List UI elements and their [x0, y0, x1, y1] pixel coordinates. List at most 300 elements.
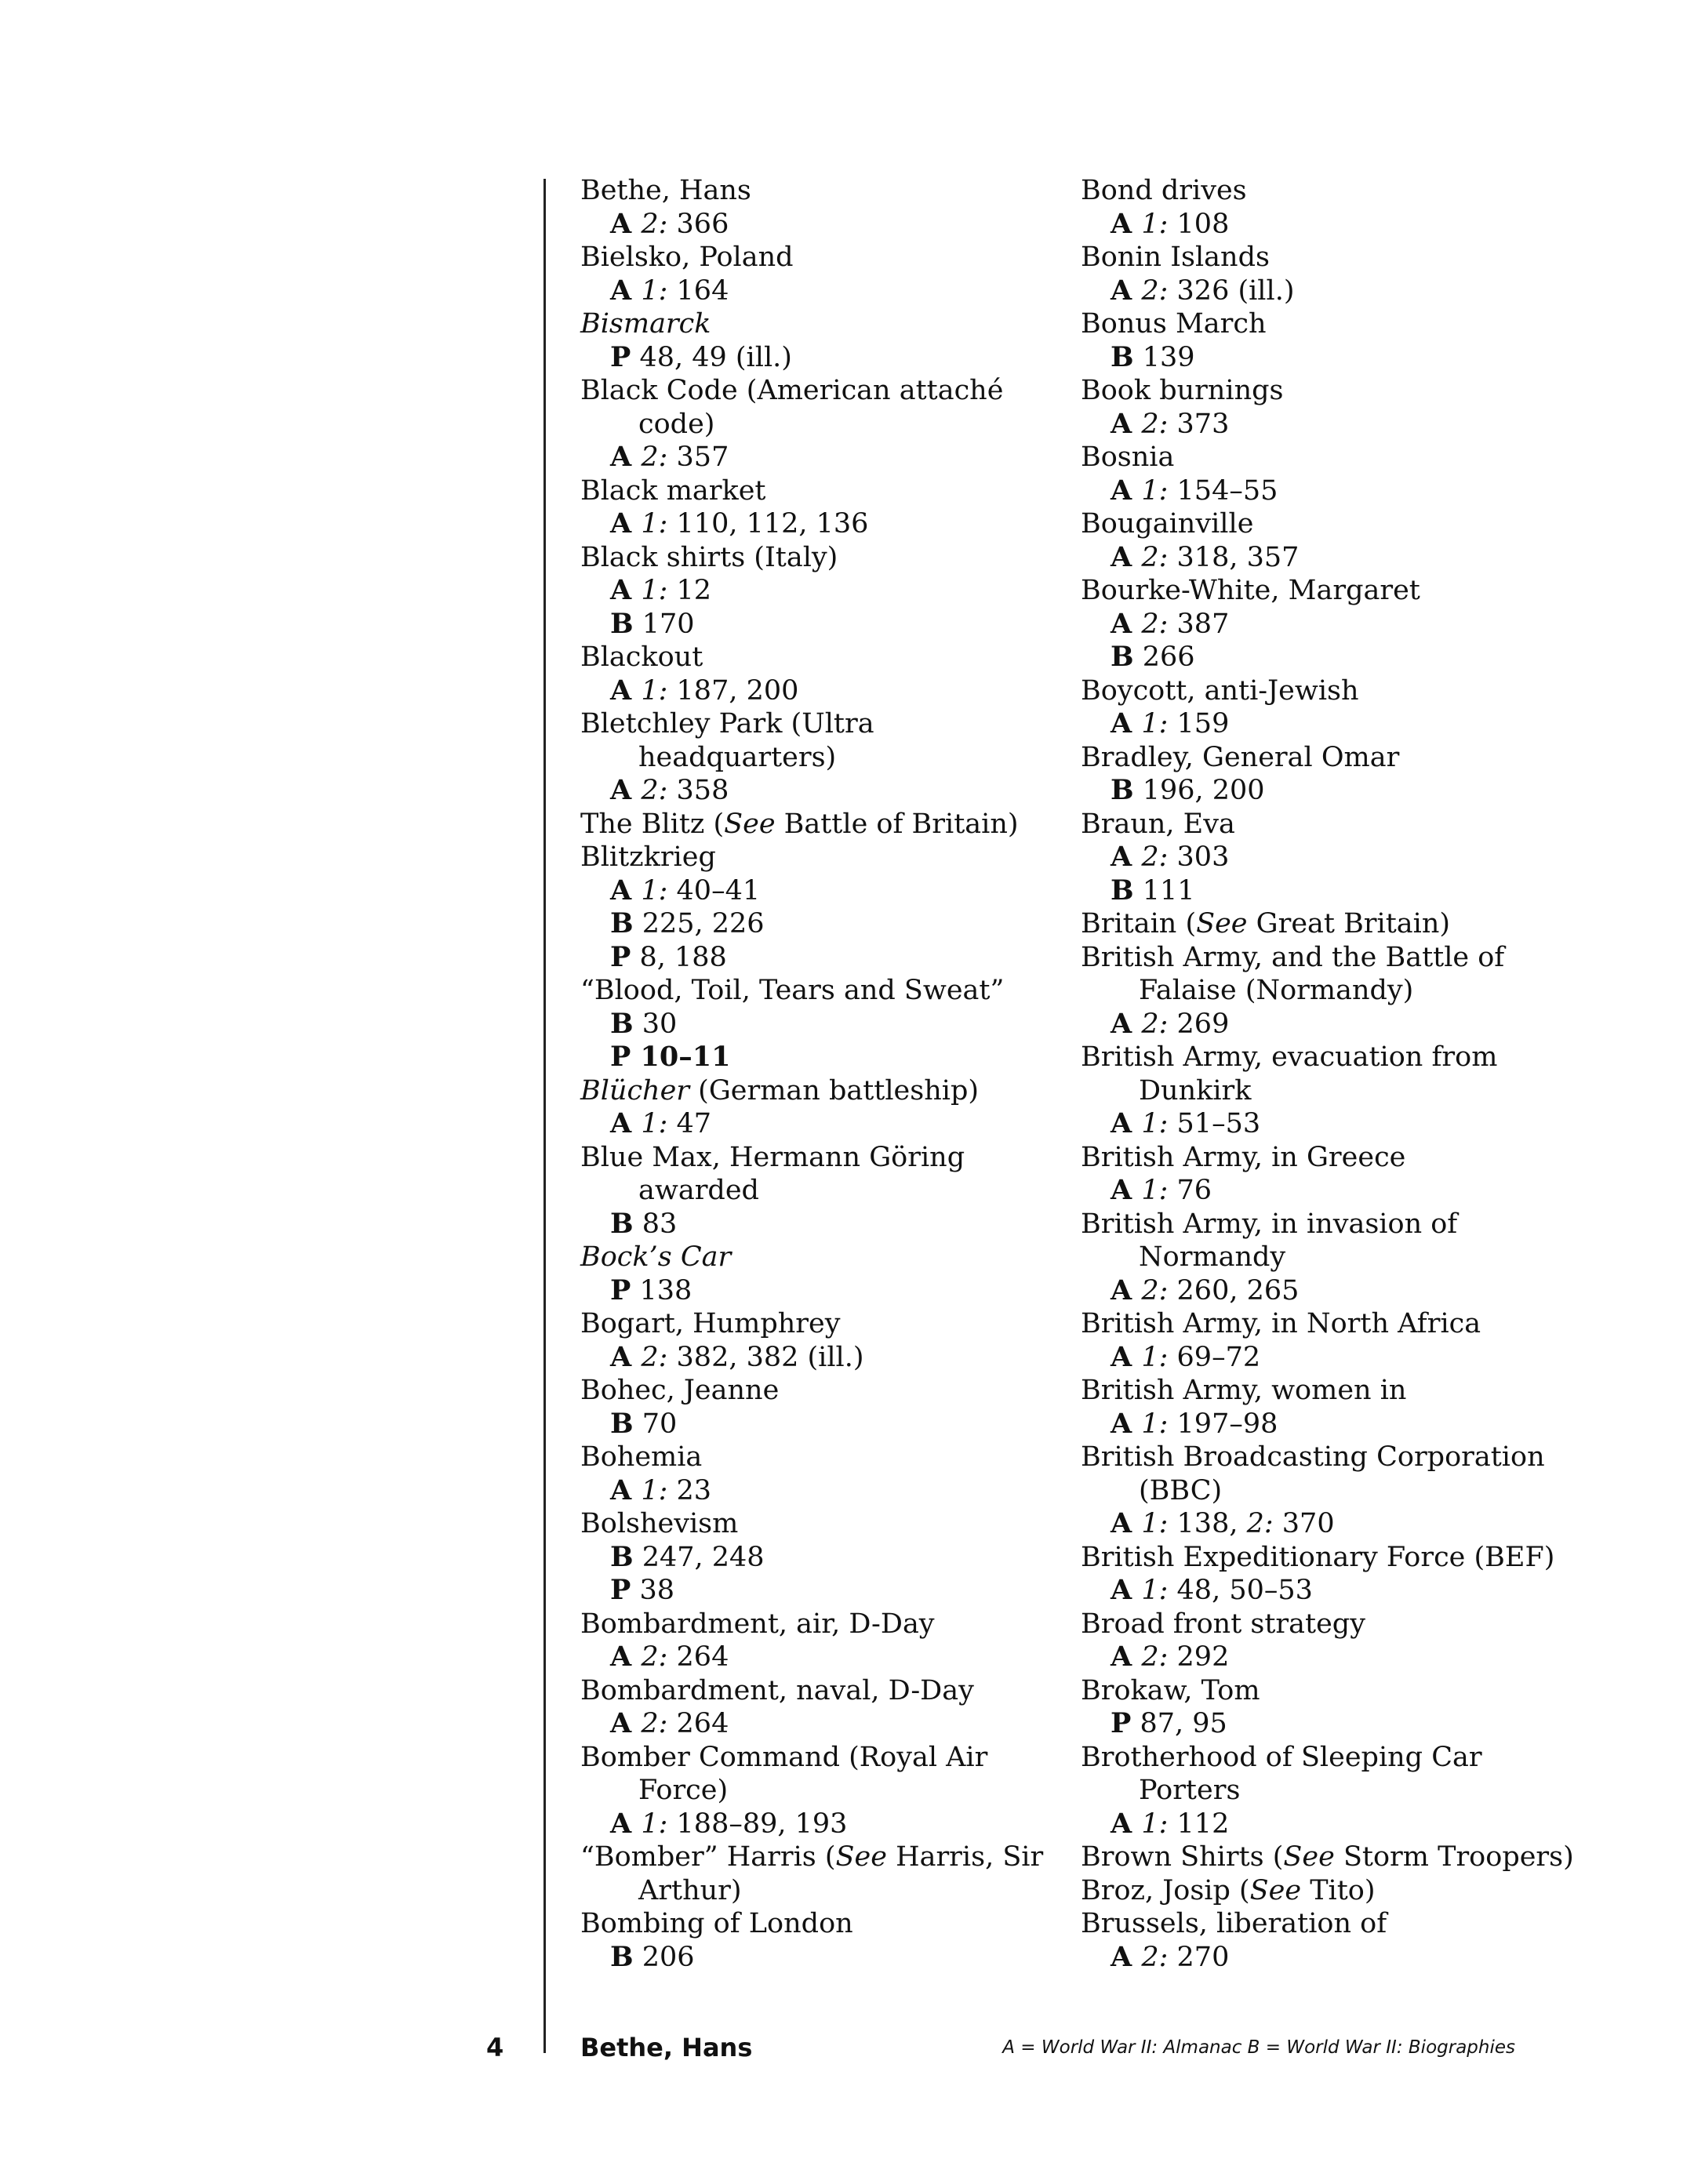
- index-text: 2:: [1141, 1274, 1169, 1306]
- index-entry: [1081, 1307, 1551, 1341]
- index-text: Falaise (Normandy): [1139, 975, 1414, 1006]
- index-text: 2:: [641, 1641, 668, 1673]
- index-text: British Army, evacuation from: [1081, 1041, 1498, 1073]
- index-text: Blackout: [580, 641, 703, 673]
- index-text: Britain (: [1081, 908, 1197, 939]
- index-subentry: [1081, 1107, 1551, 1141]
- index-text: (German battleship): [689, 1074, 980, 1107]
- index-entry: [1081, 741, 1551, 775]
- index-subentry: [1081, 341, 1551, 375]
- index-text: 1:: [1141, 708, 1169, 740]
- index-entry: [1081, 1208, 1551, 1241]
- index-subentry: [1081, 608, 1551, 641]
- index-text: B: [610, 907, 634, 939]
- index-text: 264: [667, 1708, 729, 1739]
- index-subentry: [1081, 274, 1551, 308]
- index-text: 266: [1133, 641, 1195, 673]
- index-text: A: [610, 274, 642, 307]
- index-text: Bosnia: [1081, 442, 1175, 473]
- index-text: Blitzkrieg: [580, 841, 716, 873]
- index-text: 12: [667, 575, 712, 606]
- index-text: 159: [1168, 708, 1230, 740]
- index-text: 1:: [1141, 474, 1169, 507]
- index-entry: [580, 1441, 1051, 1474]
- index-text: Bielsko, Poland: [580, 242, 794, 273]
- index-subentry: [580, 1641, 1051, 1674]
- index-text: 1:: [641, 674, 668, 707]
- index-text: 247, 248: [633, 1541, 765, 1573]
- index-entry-continuation: [580, 408, 1051, 442]
- index-entry: [580, 541, 1051, 575]
- index-subentry: [1081, 1941, 1551, 1975]
- index-text: 47: [667, 1108, 712, 1139]
- index-subentry: [580, 941, 1051, 975]
- index-text: Porters: [1139, 1775, 1241, 1806]
- index-text: Bougainville: [1081, 508, 1254, 540]
- index-subentry: [1081, 474, 1551, 508]
- index-text: See: [1196, 908, 1248, 939]
- index-text: B: [1111, 774, 1134, 806]
- index-text: 48, 49 (ill.): [631, 341, 792, 373]
- index-text: Book burnings: [1081, 375, 1284, 406]
- index-entry: [580, 1841, 1051, 1874]
- index-text: 366: [667, 208, 729, 240]
- index-text: 264: [667, 1641, 729, 1673]
- index-text: 269: [1168, 1008, 1230, 1040]
- index-text: A: [610, 441, 642, 473]
- index-text: The Blitz (: [580, 808, 725, 840]
- index-text: Brown Shirts (: [1081, 1841, 1284, 1873]
- index-text: awarded: [638, 1175, 759, 1206]
- index-text: 2:: [641, 1341, 668, 1373]
- index-text: (BBC): [1139, 1474, 1223, 1506]
- index-entry-continuation: [1081, 974, 1551, 1008]
- index-entry: [1081, 307, 1551, 341]
- index-entry: [580, 641, 1051, 674]
- index-text: 373: [1168, 408, 1230, 440]
- index-entry: [1081, 1441, 1551, 1474]
- index-text: A: [1111, 1641, 1142, 1673]
- index-entry: [580, 307, 1051, 341]
- index-text: British Army, in invasion of: [1081, 1208, 1458, 1240]
- index-entry: [1081, 174, 1551, 208]
- index-text: Bradley, General Omar: [1081, 741, 1400, 773]
- index-text: 1:: [641, 575, 668, 606]
- index-entry-continuation: [580, 1874, 1051, 1908]
- index-text: 2:: [1141, 1008, 1169, 1040]
- index-text: Harris, Sir: [886, 1841, 1044, 1873]
- index-text: B: [1111, 340, 1134, 373]
- index-entry-continuation: [1081, 1474, 1551, 1508]
- index-text: 2:: [1141, 408, 1169, 440]
- index-entry: [580, 1741, 1051, 1775]
- index-entry: [1081, 441, 1551, 474]
- index-text: 197–98: [1168, 1408, 1278, 1440]
- index-subentry: [580, 1274, 1051, 1308]
- index-text: Storm Troopers): [1334, 1841, 1574, 1873]
- index-subentry: [580, 441, 1051, 474]
- volume-legend: A = World War II: Almanac B = World War II: Biographies: [1002, 2037, 1515, 2058]
- index-text: 1:: [1141, 1575, 1169, 1606]
- index-text: 48, 50–53: [1168, 1575, 1313, 1606]
- index-entry: [1081, 1374, 1551, 1408]
- index-entry: [580, 1141, 1051, 1175]
- index-subentry: [1081, 841, 1551, 874]
- index-text: 382, 382 (ill.): [667, 1341, 864, 1373]
- index-text: Brokaw, Tom: [1081, 1674, 1260, 1706]
- index-text: 1:: [1141, 1508, 1169, 1539]
- index-entry: [580, 1307, 1051, 1341]
- index-entry: [1081, 1608, 1551, 1641]
- index-text: A: [610, 207, 642, 240]
- index-text: 206: [633, 1941, 695, 1973]
- index-text: 270: [1168, 1941, 1230, 1973]
- page-number: 4: [486, 2033, 504, 2062]
- index-subentry: [580, 674, 1051, 708]
- index-text: Bond drives: [1081, 175, 1247, 206]
- index-subentry: [1081, 1008, 1551, 1041]
- index-text: A: [610, 1707, 642, 1739]
- index-text: A: [1111, 474, 1142, 507]
- index-subentry: [580, 907, 1051, 941]
- index-entry: [580, 974, 1051, 1008]
- index-text: 2:: [641, 208, 668, 240]
- index-subentry: [580, 274, 1051, 308]
- index-text: 387: [1168, 608, 1230, 640]
- index-subentry: [1081, 874, 1551, 908]
- index-entry: [580, 1907, 1051, 1941]
- index-text: 111: [1133, 874, 1195, 907]
- index-text: See: [835, 1841, 887, 1873]
- index-text: A: [1111, 1507, 1142, 1539]
- index-entry-continuation: [1081, 1074, 1551, 1108]
- index-text: Bomber Command (Royal Air: [580, 1741, 988, 1773]
- index-text: A: [1111, 1407, 1142, 1440]
- index-text: 187, 200: [667, 674, 799, 707]
- running-head: Bethe, Hans: [580, 2033, 753, 2062]
- index-text: 260, 265: [1168, 1274, 1300, 1306]
- index-text: 1:: [1141, 1808, 1169, 1840]
- index-text: 326 (ill.): [1168, 274, 1295, 307]
- index-text: British Army, and the Battle of: [1081, 941, 1505, 973]
- index-text: 2:: [1141, 1941, 1169, 1973]
- index-subentry: [1081, 1174, 1551, 1208]
- index-text: 2:: [1141, 541, 1169, 573]
- index-entry-continuation: [580, 741, 1051, 775]
- index-entry-continuation: [580, 1774, 1051, 1808]
- index-text: British Army, in Greece: [1081, 1141, 1406, 1173]
- index-column-right: [1081, 174, 1574, 1974]
- index-text: 1:: [641, 1474, 668, 1506]
- index-entry-continuation: [580, 1174, 1051, 1208]
- index-subentry: [580, 1474, 1051, 1508]
- index-subentry: [580, 774, 1051, 808]
- index-text: 108: [1168, 208, 1230, 240]
- index-text: See: [1283, 1841, 1335, 1873]
- index-text: A: [610, 1641, 642, 1673]
- index-text: British Army, in North Africa: [1081, 1308, 1481, 1339]
- index-text: British Army, women in: [1081, 1375, 1407, 1406]
- index-text: 1:: [641, 1808, 668, 1840]
- index-text: Force): [638, 1775, 729, 1806]
- index-text: Blücher: [580, 1074, 690, 1107]
- index-text: 23: [667, 1474, 712, 1506]
- index-text: Battle of Britain): [775, 808, 1019, 840]
- index-entry: [580, 374, 1051, 408]
- index-entry: [580, 1074, 1051, 1108]
- index-entry: [1081, 507, 1551, 541]
- index-text: A: [1111, 540, 1142, 573]
- index-text: A: [1111, 1174, 1142, 1206]
- index-entry: [1081, 941, 1551, 975]
- index-entry: [580, 1608, 1051, 1641]
- index-text: Great Britain): [1247, 908, 1451, 939]
- index-text: Broz, Josip (: [1081, 1874, 1250, 1906]
- index-text: 196, 200: [1133, 775, 1265, 806]
- index-text: A: [1111, 1274, 1142, 1306]
- index-entry: [1081, 1741, 1551, 1775]
- index-entry: [580, 707, 1051, 741]
- index-text: Bohemia: [580, 1441, 703, 1473]
- index-entry: [1081, 241, 1551, 274]
- index-text: 2:: [641, 442, 668, 473]
- index-text: Bohec, Jeanne: [580, 1375, 780, 1406]
- index-text: 38: [631, 1575, 674, 1606]
- index-subentry: [1081, 1408, 1551, 1441]
- index-text: 2:: [1141, 274, 1169, 307]
- index-text: A: [1111, 707, 1142, 740]
- index-subentry: [1081, 707, 1551, 741]
- index-subentry: [1081, 1341, 1551, 1375]
- index-text: B: [610, 1540, 634, 1573]
- index-text: headquarters): [638, 741, 837, 773]
- index-text: 225, 226: [633, 908, 765, 939]
- index-text: Black market: [580, 474, 766, 507]
- index-text: A: [610, 774, 642, 806]
- index-subentry: [580, 1408, 1051, 1441]
- index-text: B: [1111, 874, 1134, 907]
- index-text: P: [1111, 1707, 1132, 1739]
- index-text: 110, 112, 136: [667, 508, 869, 540]
- index-text: A: [1111, 1340, 1142, 1373]
- index-text: B: [610, 1940, 634, 1973]
- index-text: British Expeditionary Force (BEF): [1081, 1541, 1555, 1573]
- index-text: Bombardment, naval, D-Day: [580, 1674, 974, 1706]
- index-entry: [580, 1241, 1051, 1274]
- index-text: 1:: [1141, 1341, 1169, 1373]
- index-text: A: [1111, 274, 1142, 307]
- index-entry: [580, 174, 1051, 208]
- index-text: Arthur): [638, 1874, 742, 1906]
- index-text: 358: [667, 775, 729, 806]
- index-text: A: [1111, 1574, 1142, 1606]
- index-text: A: [1111, 207, 1142, 240]
- index-subentry: [580, 1808, 1051, 1841]
- index-subentry: [580, 1208, 1051, 1241]
- index-text: See: [724, 808, 776, 840]
- index-text: 70: [633, 1408, 678, 1440]
- index-entry: [1081, 374, 1551, 408]
- index-text: B: [610, 607, 634, 640]
- index-text: A: [1111, 1007, 1142, 1040]
- index-subentry: [580, 1541, 1051, 1575]
- index-text: See: [1249, 1874, 1302, 1906]
- index-text: 139: [1133, 341, 1195, 373]
- index-text: 2:: [641, 775, 668, 806]
- index-entry: [1081, 1874, 1551, 1908]
- index-text: Black Code (American attaché: [580, 375, 1004, 406]
- index-entry: [1081, 1541, 1555, 1575]
- index-text: A: [610, 1474, 642, 1506]
- index-subentry: [580, 1574, 1051, 1608]
- index-text: Bolshevism: [580, 1508, 739, 1539]
- index-text: A: [1111, 1107, 1142, 1139]
- index-text: 2:: [1141, 608, 1169, 640]
- index-text: P 10–11: [610, 1041, 731, 1073]
- index-text: code): [638, 408, 715, 440]
- index-entry: [1081, 1141, 1551, 1175]
- index-text: A: [610, 874, 642, 907]
- index-text: 2:: [1246, 1508, 1274, 1539]
- index-subentry: [580, 608, 1051, 641]
- index-text: 30: [633, 1008, 678, 1040]
- index-text: Bismarck: [580, 308, 711, 340]
- index-text: 357: [667, 442, 729, 473]
- index-text: P: [610, 340, 631, 373]
- index-text: B: [610, 1007, 634, 1040]
- index-text: 138: [631, 1274, 693, 1306]
- index-subentry: [1081, 1808, 1551, 1841]
- index-text: Bock’s Car: [580, 1241, 732, 1273]
- index-entry: [1081, 907, 1551, 941]
- index-text: Brussels, liberation of: [1081, 1908, 1387, 1939]
- index-entry: [1081, 1907, 1551, 1941]
- index-text: Bonus March: [1081, 308, 1267, 340]
- index-entry: [1081, 1674, 1551, 1708]
- index-text: 188–89, 193: [667, 1808, 848, 1840]
- index-text: 69–72: [1168, 1341, 1261, 1373]
- index-subentry: [1081, 774, 1551, 808]
- index-text: 164: [667, 274, 729, 307]
- index-text: A: [1111, 841, 1142, 873]
- index-text: P: [610, 940, 631, 973]
- index-text: 2:: [1141, 1641, 1169, 1673]
- index-text: 303: [1168, 841, 1230, 873]
- index-text: 1:: [641, 1108, 668, 1139]
- index-text: A: [610, 1340, 642, 1373]
- index-text: British Broadcasting Corporation: [1081, 1441, 1545, 1473]
- index-text: A: [1111, 1940, 1142, 1973]
- index-text: Bletchley Park (Ultra: [580, 708, 874, 740]
- index-text: 292: [1168, 1641, 1230, 1673]
- index-text: 76: [1168, 1175, 1212, 1206]
- index-text: 1:: [641, 874, 668, 907]
- index-entry: [1081, 1041, 1551, 1074]
- index-subentry: [580, 208, 1051, 242]
- index-entry-continuation: [1081, 1774, 1551, 1808]
- index-subentry: [1081, 208, 1551, 242]
- index-entry: [580, 1374, 1051, 1408]
- index-subentry: [580, 1341, 1051, 1375]
- column-divider-rule: [543, 179, 546, 2053]
- index-subentry: [580, 507, 1051, 541]
- index-text: Broad front strategy: [1081, 1608, 1365, 1640]
- index-subentry: [1081, 641, 1551, 674]
- index-text: Blue Max, Hermann Göring: [580, 1141, 965, 1173]
- index-text: B: [610, 1407, 634, 1440]
- index-text: Braun, Eva: [1081, 808, 1235, 840]
- index-text: A: [1111, 1807, 1142, 1840]
- index-text: “Blood, Toil, Tears and Sweat”: [580, 975, 1005, 1006]
- index-text: Bombardment, air, D-Day: [580, 1608, 935, 1640]
- index-text: 1:: [1141, 208, 1169, 240]
- index-text: 1:: [641, 274, 668, 307]
- index-text: Brotherhood of Sleeping Car: [1081, 1741, 1482, 1773]
- index-subentry: [1081, 1707, 1551, 1741]
- index-entry: [580, 474, 1051, 508]
- index-entry: [1081, 674, 1551, 708]
- index-subentry: [580, 1941, 1051, 1975]
- index-subentry: [1081, 408, 1551, 442]
- index-text: Bourke-White, Margaret: [1081, 575, 1420, 606]
- index-subentry: [1081, 1574, 1551, 1608]
- index-text: B: [610, 1207, 634, 1240]
- index-entry: [580, 241, 1051, 274]
- index-text: Normandy: [1139, 1241, 1286, 1273]
- index-text: “Bomber” Harris (: [580, 1841, 836, 1873]
- index-entry: [1081, 574, 1551, 608]
- index-text: Bethe, Hans: [580, 175, 751, 206]
- index-text: 87, 95: [1131, 1708, 1227, 1739]
- index-text: A: [610, 507, 642, 540]
- index-text: 1:: [1141, 1108, 1169, 1139]
- index-text: A: [610, 574, 642, 606]
- index-text: 8, 188: [631, 941, 727, 973]
- index-text: 1:: [1141, 1408, 1169, 1440]
- index-entry: [580, 841, 1051, 874]
- index-subentry: [580, 574, 1051, 608]
- index-text: B: [1111, 641, 1134, 673]
- index-entry: [580, 1674, 1051, 1708]
- index-text: 138,: [1168, 1508, 1247, 1539]
- index-text: 1:: [1141, 1175, 1169, 1206]
- index-text: Boycott, anti-Jewish: [1081, 674, 1359, 707]
- index-text: 112: [1168, 1808, 1230, 1840]
- index-subentry: [580, 1041, 1051, 1074]
- index-text: 1:: [641, 508, 668, 540]
- index-text: 370: [1273, 1508, 1335, 1539]
- index-entry: [1081, 808, 1551, 841]
- index-text: 2:: [1141, 841, 1169, 873]
- index-entry: [580, 1507, 1051, 1541]
- index-text: A: [1111, 607, 1142, 640]
- index-subentry: [580, 874, 1051, 908]
- index-subentry: [580, 341, 1051, 375]
- index-text: A: [610, 1807, 642, 1840]
- index-text: A: [610, 674, 642, 707]
- index-text: 154–55: [1168, 474, 1278, 507]
- index-column-left: [580, 174, 1051, 1974]
- index-text: Bonin Islands: [1081, 242, 1270, 273]
- index-text: 40–41: [667, 874, 761, 907]
- index-text: P: [610, 1274, 631, 1306]
- index-subentry: [580, 1107, 1051, 1141]
- index-text: Black shirts (Italy): [580, 541, 838, 573]
- index-text: A: [610, 1107, 642, 1139]
- index-text: 51–53: [1168, 1108, 1261, 1139]
- index-subentry: [580, 1008, 1051, 1041]
- index-text: 83: [633, 1208, 678, 1240]
